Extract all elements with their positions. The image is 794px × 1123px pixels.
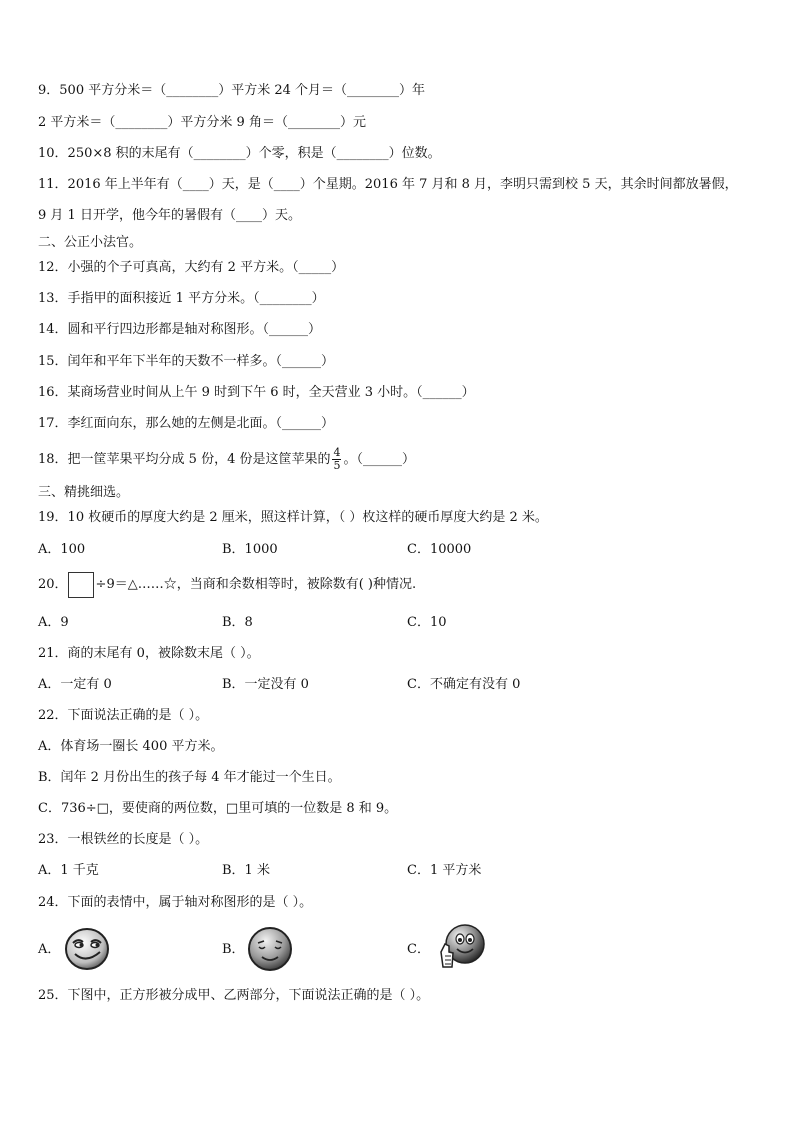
q20-option-a: A．9 — [38, 615, 69, 630]
q19-option-b: B．1000 — [222, 542, 278, 557]
calm-face-icon — [247, 926, 293, 972]
q19-option-c: C．10000 — [407, 542, 472, 557]
q20-option-b: B．8 — [222, 615, 253, 630]
question-19: 19．10 枚硬币的厚度大约是 2 厘米，照这样计算，（ ）枚这样的硬币厚度大约是 2 米。 — [38, 510, 548, 525]
fraction-denominator: 5 — [333, 459, 341, 472]
q21-option-a: A．一定有 0 — [38, 677, 112, 692]
question-21: 21．商的末尾有 0，被除数末尾（ ）。 — [38, 646, 260, 661]
q23-option-a: A．1 千克 — [38, 863, 99, 878]
question-18 — [38, 446, 415, 474]
q22-option-b: B．闰年 2 月份出生的孩子每 4 年才能过一个生日。 — [38, 770, 341, 785]
question-11-line-1: 11．2016 年上半年有（____）天，是（____）个星期。2016 年 7 月和 8 月，李明只需到校 5 天，其余时间都放暑假， — [38, 177, 738, 192]
question-9-line-2: 2 平方米＝（________）平方分米 9 角＝（________）元 — [38, 115, 366, 130]
q21-option-b: B．一定没有 0 — [222, 677, 309, 692]
q24-option-a: A． — [38, 942, 61, 957]
question-20-number: 20． — [38, 577, 68, 592]
section-2-heading: 二、公正小法官。 — [38, 235, 143, 250]
question-15: 15．闰年和平年下半年的天数不一样多。（______） — [38, 354, 335, 369]
fraction-numerator: 4 — [333, 446, 341, 459]
question-18-answer: 。（______） — [343, 452, 415, 467]
question-20-text: ÷9＝△……☆，当商和余数相等时，被除数有( )种情况. — [95, 577, 417, 592]
q21-option-c: C．不确定有没有 0 — [407, 677, 521, 692]
question-9-line-1: 9．500 平方分米＝（________）平方米 24 个月＝（________）年 — [38, 83, 426, 98]
question-14: 14．圆和平行四边形都是轴对称图形。（______） — [38, 322, 322, 337]
question-12: 12．小强的个子可真高，大约有 2 平方米。（_____） — [38, 260, 345, 275]
question-24: 24．下面的表情中，属于轴对称图形的是（ ）。 — [38, 895, 313, 910]
q22-option-a: A．体育场一圈长 400 平方米。 — [38, 739, 224, 754]
q23-option-c: C．1 平方米 — [407, 863, 482, 878]
blank-box — [68, 572, 94, 598]
q24-option-c: C． — [407, 942, 430, 957]
smirking-face-icon — [64, 927, 110, 971]
question-22: 22．下面说法正确的是（ ）。 — [38, 708, 209, 723]
q19-option-a: A．100 — [38, 542, 86, 557]
question-10: 10．250×8 积的末尾有（________）个零，积是（________）位数。 — [38, 146, 441, 161]
question-23: 23．一根铁丝的长度是（ ）。 — [38, 832, 209, 847]
section-3-heading: 三、精挑细选。 — [38, 485, 130, 500]
q23-option-b: B．1 米 — [222, 863, 270, 878]
question-16: 16．某商场营业时间从上午 9 时到下午 6 时，全天营业 3 小时。（______） — [38, 385, 475, 400]
question-13: 13．手指甲的面积接近 1 平方分米。（________） — [38, 291, 325, 306]
question-17: 17．李红面向东，那么她的左侧是北面。（______） — [38, 416, 335, 431]
question-11-line-2: 9 月 1 日开学，他今年的暑假有（____）天。 — [38, 208, 301, 223]
q24-option-b: B． — [222, 942, 245, 957]
q22-option-c: C．736÷□，要使商的两位数，□里可填的一位数是 8 和 9。 — [38, 801, 398, 816]
question-18-text: 18．把一筐苹果平均分成 5 份，4 份是这筐苹果的 — [38, 452, 331, 467]
thumbs-up-face-icon — [435, 922, 487, 972]
q20-option-c: C．10 — [407, 615, 447, 630]
fraction-four-fifths — [332, 447, 341, 472]
question-20 — [38, 571, 416, 599]
question-25: 25．下图中，正方形被分成甲、乙两部分，下面说法正确的是（ ）。 — [38, 988, 430, 1003]
